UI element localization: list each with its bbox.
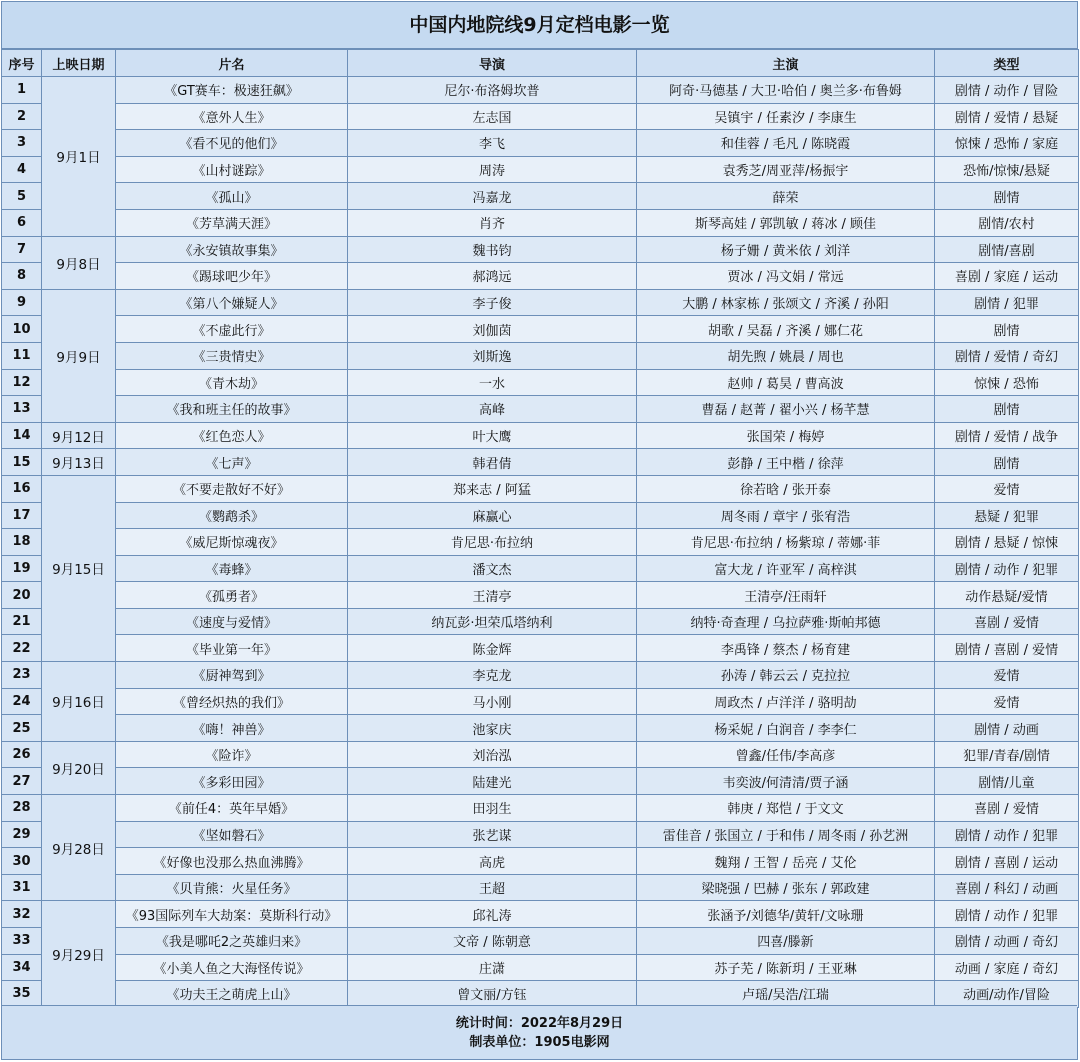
movie-title: 《速度与爱情》 <box>116 608 348 635</box>
director: 李子俊 <box>348 289 637 316</box>
director: 魏书钧 <box>348 236 637 263</box>
row-number: 3 <box>2 130 42 157</box>
movie-title: 《七声》 <box>116 449 348 476</box>
director: 王清亭 <box>348 582 637 609</box>
genre: 剧情 / 动作 / 冒险 <box>935 77 1079 104</box>
release-date: 9月12日 <box>42 422 116 449</box>
director: 刘伽茵 <box>348 316 637 343</box>
cast: 卢瑶/吴浩/江瑞 <box>637 981 935 1008</box>
director: 潘文杰 <box>348 555 637 582</box>
row-number: 13 <box>2 396 42 423</box>
table-row <box>2 183 1079 210</box>
cast: 徐若晗 / 张开泰 <box>637 475 935 502</box>
col-header-title: 片名 <box>116 50 348 77</box>
row-number: 34 <box>2 954 42 981</box>
movie-title: 《红色恋人》 <box>116 422 348 449</box>
genre: 动画 / 家庭 / 奇幻 <box>935 954 1079 981</box>
movie-title: 《威尼斯惊魂夜》 <box>116 529 348 556</box>
genre: 动画/动作/冒险 <box>935 981 1079 1008</box>
cast: 曾鑫/任伟/李高彦 <box>637 741 935 768</box>
movie-title: 《多彩田园》 <box>116 768 348 795</box>
director: 陈金辉 <box>348 635 637 662</box>
release-date: 9月15日 <box>42 475 116 661</box>
release-date: 9月20日 <box>42 741 116 794</box>
movie-title: 《孤山》 <box>116 183 348 210</box>
movie-title: 《看不见的他们》 <box>116 130 348 157</box>
movie-title: 《意外人生》 <box>116 103 348 130</box>
genre: 剧情 <box>935 183 1079 210</box>
cast: 杨采妮 / 白润音 / 李李仁 <box>637 715 935 742</box>
cast: 李禹锋 / 蔡杰 / 杨育建 <box>637 635 935 662</box>
director: 周涛 <box>348 156 637 183</box>
cast: 四喜/滕新 <box>637 928 935 955</box>
movie-title: 《险诈》 <box>116 741 348 768</box>
movie-title: 《曾经炽热的我们》 <box>116 688 348 715</box>
row-number: 14 <box>2 422 42 449</box>
col-header-cast: 主演 <box>637 50 935 77</box>
maker-credit: 制表单位：1905电影网 <box>469 1034 610 1050</box>
row-number: 4 <box>2 156 42 183</box>
director: 冯嘉龙 <box>348 183 637 210</box>
director: 肯尼思·布拉纳 <box>348 529 637 556</box>
cast: 周政杰 / 卢洋洋 / 骆明劼 <box>637 688 935 715</box>
cast: 胡先煦 / 姚晨 / 周也 <box>637 342 935 369</box>
genre: 剧情 / 动画 / 奇幻 <box>935 928 1079 955</box>
row-number: 9 <box>2 289 42 316</box>
genre: 爱情 <box>935 662 1079 689</box>
cast: 贾冰 / 冯文娟 / 常远 <box>637 263 935 290</box>
table-row <box>2 449 1079 476</box>
cast: 纳特·奇查理 / 乌拉萨雅·斯帕邦德 <box>637 608 935 635</box>
cast: 和佳蓉 / 毛凡 / 陈晓霞 <box>637 130 935 157</box>
cast: 富大龙 / 许亚军 / 高梓淇 <box>637 555 935 582</box>
cast: 魏翔 / 王智 / 岳亮 / 艾伦 <box>637 848 935 875</box>
cast: 大鹏 / 林家栋 / 张颂文 / 齐溪 / 孙阳 <box>637 289 935 316</box>
row-number: 21 <box>2 608 42 635</box>
table-row <box>2 422 1079 449</box>
page-title: 中国内地院线9月定档电影一览 <box>2 2 1077 49</box>
cast: 韦奕波/何清清/贾子涵 <box>637 768 935 795</box>
cast: 苏子芜 / 陈新玥 / 王亚琳 <box>637 954 935 981</box>
table-row <box>2 741 1079 768</box>
row-number: 22 <box>2 635 42 662</box>
table-row <box>2 608 1079 635</box>
row-number: 7 <box>2 236 42 263</box>
table-row <box>2 130 1079 157</box>
cast: 杨子姗 / 黄米依 / 刘洋 <box>637 236 935 263</box>
cast: 胡歌 / 吴磊 / 齐溪 / 娜仁花 <box>637 316 935 343</box>
row-number: 18 <box>2 529 42 556</box>
cast: 曹磊 / 赵菁 / 翟小兴 / 杨芊慧 <box>637 396 935 423</box>
row-number: 12 <box>2 369 42 396</box>
table-row <box>2 263 1079 290</box>
director: 庄潇 <box>348 954 637 981</box>
movie-title: 《功夫王之萌虎上山》 <box>116 981 348 1008</box>
genre: 剧情/儿童 <box>935 768 1079 795</box>
director: 韩君倩 <box>348 449 637 476</box>
movie-title: 《贝肯熊：火星任务》 <box>116 874 348 901</box>
cast: 吴镇宇 / 任素汐 / 李康生 <box>637 103 935 130</box>
movie-title: 《我是哪吒2之英雄归来》 <box>116 928 348 955</box>
director: 高峰 <box>348 396 637 423</box>
row-number: 1 <box>2 77 42 104</box>
movie-title: 《第八个嫌疑人》 <box>116 289 348 316</box>
movie-schedule-sheet <box>1 1 1078 1060</box>
release-date: 9月8日 <box>42 236 116 289</box>
table-row <box>2 236 1079 263</box>
table-row <box>2 369 1079 396</box>
table-row <box>2 874 1079 901</box>
genre: 剧情 / 爱情 / 战争 <box>935 422 1079 449</box>
row-number: 35 <box>2 981 42 1008</box>
cast: 彭静 / 王中楷 / 徐萍 <box>637 449 935 476</box>
director: 刘斯逸 <box>348 342 637 369</box>
movie-title: 《三贵情史》 <box>116 342 348 369</box>
table-row <box>2 928 1079 955</box>
cast: 韩庚 / 郑恺 / 于文文 <box>637 795 935 822</box>
cast: 阿奇·马德基 / 大卫·哈伯 / 奥兰多·布鲁姆 <box>637 77 935 104</box>
cast: 肯尼思·布拉纳 / 杨紫琼 / 蒂娜·菲 <box>637 529 935 556</box>
table-row <box>2 555 1079 582</box>
director: 一水 <box>348 369 637 396</box>
movie-title: 《永安镇故事集》 <box>116 236 348 263</box>
col-header-date: 上映日期 <box>42 50 116 77</box>
row-number: 26 <box>2 741 42 768</box>
genre: 剧情 / 喜剧 / 运动 <box>935 848 1079 875</box>
movie-title: 《山村谜踪》 <box>116 156 348 183</box>
genre: 剧情/喜剧 <box>935 236 1079 263</box>
genre: 剧情 / 动画 <box>935 715 1079 742</box>
row-number: 33 <box>2 928 42 955</box>
movie-title: 《前任4：英年早婚》 <box>116 795 348 822</box>
genre: 喜剧 / 家庭 / 运动 <box>935 263 1079 290</box>
table-row <box>2 715 1079 742</box>
table-row <box>2 821 1079 848</box>
row-number: 15 <box>2 449 42 476</box>
row-number: 32 <box>2 901 42 928</box>
row-number: 17 <box>2 502 42 529</box>
genre: 爱情 <box>935 688 1079 715</box>
director: 曾文丽/方钰 <box>348 981 637 1008</box>
cast: 张国荣 / 梅婷 <box>637 422 935 449</box>
table-footer <box>2 1005 1077 1059</box>
director: 纳瓦彭·坦荣瓜塔纳利 <box>348 608 637 635</box>
genre: 剧情 <box>935 449 1079 476</box>
movie-title: 《毕业第一年》 <box>116 635 348 662</box>
cast: 赵帅 / 葛昊 / 曹高波 <box>637 369 935 396</box>
cast: 梁晓强 / 巴赫 / 张东 / 郭政建 <box>637 874 935 901</box>
row-number: 24 <box>2 688 42 715</box>
table-body <box>2 77 1079 1008</box>
release-date: 9月1日 <box>42 77 116 237</box>
cast: 薛荣 <box>637 183 935 210</box>
genre: 剧情 <box>935 396 1079 423</box>
table-row <box>2 342 1079 369</box>
director: 马小刚 <box>348 688 637 715</box>
row-number: 28 <box>2 795 42 822</box>
table-row <box>2 901 1079 928</box>
cast: 孙涛 / 韩云云 / 克拉拉 <box>637 662 935 689</box>
table-row <box>2 795 1079 822</box>
table-row <box>2 768 1079 795</box>
genre: 剧情 / 动作 / 犯罪 <box>935 821 1079 848</box>
table-row <box>2 529 1079 556</box>
row-number: 10 <box>2 316 42 343</box>
cast: 张涵予/刘德华/黄轩/文咏珊 <box>637 901 935 928</box>
movie-title: 《我和班主任的故事》 <box>116 396 348 423</box>
release-date: 9月9日 <box>42 289 116 422</box>
director: 左志国 <box>348 103 637 130</box>
row-number: 23 <box>2 662 42 689</box>
genre: 喜剧 / 爱情 <box>935 608 1079 635</box>
movie-title: 《坚如磐石》 <box>116 821 348 848</box>
table-row <box>2 954 1079 981</box>
movie-title: 《踢球吧少年》 <box>116 263 348 290</box>
director: 叶大鹰 <box>348 422 637 449</box>
row-number: 6 <box>2 209 42 236</box>
director: 麻赢心 <box>348 502 637 529</box>
table-row <box>2 502 1079 529</box>
table-row <box>2 848 1079 875</box>
movie-title: 《厨神驾到》 <box>116 662 348 689</box>
director: 刘治泓 <box>348 741 637 768</box>
table-row <box>2 582 1079 609</box>
table-row <box>2 289 1079 316</box>
row-number: 11 <box>2 342 42 369</box>
cast: 周冬雨 / 章宇 / 张宥浩 <box>637 502 935 529</box>
movie-title: 《嗨！神兽》 <box>116 715 348 742</box>
table-row <box>2 396 1079 423</box>
genre: 喜剧 / 科幻 / 动画 <box>935 874 1079 901</box>
row-number: 25 <box>2 715 42 742</box>
genre: 犯罪/青春/剧情 <box>935 741 1079 768</box>
director: 肖齐 <box>348 209 637 236</box>
movie-title: 《芳草满天涯》 <box>116 209 348 236</box>
genre: 剧情/农村 <box>935 209 1079 236</box>
genre: 剧情 / 喜剧 / 爱情 <box>935 635 1079 662</box>
col-header-genre: 类型 <box>935 50 1079 77</box>
genre: 动作悬疑/爱情 <box>935 582 1079 609</box>
stat-time: 统计时间：2022年8月29日 <box>455 1015 624 1031</box>
genre: 喜剧 / 爱情 <box>935 795 1079 822</box>
genre: 剧情 <box>935 316 1079 343</box>
genre: 剧情 / 爱情 / 悬疑 <box>935 103 1079 130</box>
director: 文帝 / 陈朝意 <box>348 928 637 955</box>
genre: 悬疑 / 犯罪 <box>935 502 1079 529</box>
director: 张艺谋 <box>348 821 637 848</box>
director: 田羽生 <box>348 795 637 822</box>
movie-title: 《不虚此行》 <box>116 316 348 343</box>
director: 陆建光 <box>348 768 637 795</box>
table-row <box>2 156 1079 183</box>
table-row <box>2 103 1079 130</box>
row-number: 20 <box>2 582 42 609</box>
cast: 雷佳音 / 张国立 / 于和伟 / 周冬雨 / 孙艺洲 <box>637 821 935 848</box>
row-number: 19 <box>2 555 42 582</box>
genre: 惊悚 / 恐怖 / 家庭 <box>935 130 1079 157</box>
genre: 惊悚 / 恐怖 <box>935 369 1079 396</box>
release-date: 9月13日 <box>42 449 116 476</box>
director: 李克龙 <box>348 662 637 689</box>
table-row <box>2 635 1079 662</box>
movie-title: 《孤勇者》 <box>116 582 348 609</box>
release-date: 9月28日 <box>42 795 116 901</box>
cast: 王清亭/汪雨轩 <box>637 582 935 609</box>
table-row <box>2 209 1079 236</box>
director: 高虎 <box>348 848 637 875</box>
director: 李飞 <box>348 130 637 157</box>
release-date: 9月16日 <box>42 662 116 742</box>
genre: 剧情 / 动作 / 犯罪 <box>935 555 1079 582</box>
genre: 爱情 <box>935 475 1079 502</box>
genre: 剧情 / 动作 / 犯罪 <box>935 901 1079 928</box>
row-number: 5 <box>2 183 42 210</box>
table-row <box>2 662 1079 689</box>
cast: 斯琴高娃 / 郭凯敏 / 蒋冰 / 顾佳 <box>637 209 935 236</box>
genre: 剧情 / 犯罪 <box>935 289 1079 316</box>
movie-title: 《GT赛车：极速狂飙》 <box>116 77 348 104</box>
table-row <box>2 981 1079 1008</box>
table-row <box>2 688 1079 715</box>
director: 尼尔·布洛姆坎普 <box>348 77 637 104</box>
table-header-row <box>2 50 1079 77</box>
movie-title: 《93国际列车大劫案：莫斯科行动》 <box>116 901 348 928</box>
director: 池家庆 <box>348 715 637 742</box>
table-row <box>2 77 1079 104</box>
release-date: 9月29日 <box>42 901 116 1007</box>
director: 郑来志 / 阿猛 <box>348 475 637 502</box>
director: 王超 <box>348 874 637 901</box>
movie-title: 《毒蜂》 <box>116 555 348 582</box>
movie-title: 《小美人鱼之大海怪传说》 <box>116 954 348 981</box>
row-number: 31 <box>2 874 42 901</box>
director: 邱礼涛 <box>348 901 637 928</box>
row-number: 2 <box>2 103 42 130</box>
row-number: 16 <box>2 475 42 502</box>
row-number: 8 <box>2 263 42 290</box>
col-header-number: 序号 <box>2 50 42 77</box>
row-number: 29 <box>2 821 42 848</box>
movie-title: 《不要走散好不好》 <box>116 475 348 502</box>
director: 郝鸿远 <box>348 263 637 290</box>
movie-table <box>1 49 1079 1008</box>
genre: 剧情 / 爱情 / 奇幻 <box>935 342 1079 369</box>
movie-title: 《青木劫》 <box>116 369 348 396</box>
genre: 恐怖/惊悚/悬疑 <box>935 156 1079 183</box>
cast: 袁秀芝/周亚萍/杨振宇 <box>637 156 935 183</box>
row-number: 27 <box>2 768 42 795</box>
movie-title: 《鹦鹉杀》 <box>116 502 348 529</box>
table-row <box>2 316 1079 343</box>
table-row <box>2 475 1079 502</box>
col-header-director: 导演 <box>348 50 637 77</box>
genre: 剧情 / 悬疑 / 惊悚 <box>935 529 1079 556</box>
row-number: 30 <box>2 848 42 875</box>
movie-title: 《好像也没那么热血沸腾》 <box>116 848 348 875</box>
